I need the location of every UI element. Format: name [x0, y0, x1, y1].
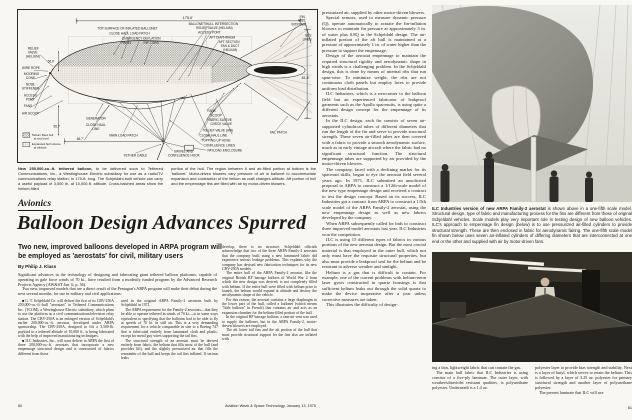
paragraph: develop, there is no structure. Schjeldahl officials acknowledge that two of the three ARPA Family-2 aerostats that the company built using a new laminated fabric did experience serious leakage problems. This explains why the company has devised new fabrication techniques for its new CBV-250A models.	[222, 245, 317, 271]
leader-line	[170, 121, 203, 146]
paragraph: ILC Industries, which is a newcomer to the balloon field but an experienced fabricator of leakproof garments such as the Apollo spacesuits, is using quite a different design concept for the empennage of its aerostats.	[322, 91, 426, 118]
diagram-label: FAN & DUCT	[220, 44, 240, 49]
paragraph: ■ G. T. Schjeldahl Co. will deliver the first of its CBV-250A 250,000-cu.-ft.-hull "aerostats" to Tethered Communications Inc. (TCOM), a Westinghouse Electric subsidiary, which plans to use the platform as a civil communications/television relay station. The CBV-250A is an enlarged version of Schjeldahl's earlier 200,000-cu.-ft. aerostat, developed under ARPA sponsorship. The CBV-250A, designed to lift a 3,500-lb. payload to a tethered altitude of 10,000 ft., is being fabricated with the help of improved manufacturing techniques.	[18, 299, 114, 339]
diagram-label: GENERATOR	[86, 116, 106, 121]
leader-line	[166, 144, 173, 151]
leader-line	[135, 144, 161, 153]
diagram-label: SCOOP	[210, 113, 222, 118]
paragraph: The entire hull of the ARPA Family-2 aerostat, like the original British RF barrage balloon of World War 2 from which the new design was derived, is not completely filled with helium. If the entire hull were filled with helium prior to launch, the helium would expand at altitude and destroy the aerodynamic shape of the vehicle.	[222, 271, 317, 298]
paragraph: ing a thin, lightweight fabric that can contain the gas.	[432, 366, 522, 370]
body-column-5	[432, 366, 528, 408]
paragraph: polyester layer to provide bias strength and stability. Next is a layer of butyl, which serves to retain the helium. This is followed by a layer of 3.25 oz. polyester for primary structural strength and another layer of polyurethane polyester.	[535, 366, 632, 390]
paragraph: Significant advances in the technology of designing and fabricating giant tethered balloon platforms, capable of operating in gale force winds of 70 kt., have resulted from a modestly funded program by the Advanced Research Projects Agency (AW&ST Jan. 6, p. 56).	[18, 273, 217, 287]
photo-caption: ILC Industries version of new ARPA Family-2 aerostat is shown above in a one-fifth scale model. Structural design, type of fabric and manufacturing process for the fins are different from those of original Schjeldahl vehicles. Scale models play very important role in testing design of new balloon vehicles. ILC's approach to empennage fin design (below) is to use pressurized air-filled cylinders to provide structural strength. These are then enclosed in fabric for aerodynamic fairing. The one-fifth scale model fin shown below uses seven air-inflated cylinders of differing diameters that are interconnected at one end or the other and supplied with air by motor-driven fans.	[432, 205, 632, 244]
paragraph: Two new, improved models that are a direct result of the Pentagon's ARPA program will make their debut during the next several months, for use in military and civil applications:	[18, 286, 217, 297]
paragraph: The aft lower tail fins and the aft portion of the hull that must provide structural support for the fins also are inflated with	[222, 328, 317, 342]
balloon-diagram-figure	[17, 9, 318, 163]
diagram-label: (HELIUM)	[25, 54, 40, 59]
paragraph: The present laminate that ILC will use	[539, 389, 604, 395]
paragraph: The ARPA requirement for the Family-2 aerostats—that they be able to operate tethered in winds of 70 kt.—is in some ways equivalent to specifying that the balloons had to be able to fly at speeds of 70 kt. in still air. This is a very demanding requirement for a vehicle comparable in size to a Boeing 747 that is fabricated entirely from laminated cloth and plastic, except for metal guy wires supporting the tail fins.	[121, 307, 218, 339]
diagram-label: RIP CORD	[143, 41, 159, 46]
paragraph: Helium is a gas that is difficult to contain. For example, one of the current problems with helium-neon laser gyros constructed in quartz housings is that sufficient helium leaks out through the solid quartz to make the device inoperative after a year unless corrective measures are taken.	[322, 269, 426, 302]
diagram-label: MAIN LOAD PATCH	[109, 133, 138, 138]
aft-duct	[254, 66, 297, 74]
diagram-label: MOORING	[23, 72, 40, 77]
leader-line	[124, 106, 138, 133]
diagram-label: Expanded hull volume	[31, 142, 61, 147]
diagram-label: CLOSE HAUL	[85, 122, 106, 127]
diagram-label: RELIEF VALVE (AIR)	[203, 128, 234, 133]
diagram-label: TETHER CABLE	[123, 153, 148, 158]
leader-line	[194, 148, 207, 150]
diagram-label: BALLONET/HULL INTERSECTION	[188, 21, 239, 26]
photo-aerostat-scale-model	[432, 5, 632, 202]
diagram-label: SWIVEL AND	[173, 149, 193, 154]
paragraph: For this reason, the aerostat contains a large diaphragm in the lower part of the hull, called a ballonet (which means "little balloon" in French) that contains air and acts as an expansion chamber for the helium-filled portion of the hull.	[222, 297, 317, 315]
paragraph: ILC is using 15 different types of fabrics in various portions of the new aerostat design. But the most crucial material is that employed in the outer hull, which not only must have the requisite structural properties, but also must provide a leakproof seal for the helium and be resistant to adverse weather and sunlight.	[322, 237, 426, 270]
paragraph: The structural strength of an aerostat must be derived entirely from fabric, the helium that fills most of the hull (and provides lift), and the slightly pressurized air that fills the remainder of the hull and keeps the tail fins inflated. If serious leaks	[121, 338, 218, 361]
diagram-label: ACCESS PORT	[198, 30, 221, 35]
diagram-label: PANEL	[121, 41, 132, 46]
diagram-label: FANS	[23, 104, 33, 109]
page-number-right: 61	[627, 406, 632, 410]
diagram-label: AFT DIAPHRAGM	[209, 35, 236, 40]
legend-expanded-swatch	[23, 142, 30, 146]
paragraph: In the original RF barrage balloon, a ram-air vent was used to supply the ballonet, but in the ARPA Family-2, motor-driven blowers are employed.	[222, 315, 317, 329]
diagram-label: CHECK VALVE	[210, 121, 232, 126]
diagram-label: FIN	[299, 14, 305, 19]
diagram-label: TOPPING UP HOSE	[201, 138, 231, 143]
figure-caption-lead: New 250,000-cu.-ft. tethered balloon,	[18, 166, 93, 171]
diagram-label: CLOSE HAUL LOAD PATCH	[109, 31, 150, 36]
paragraph: pressurized air, supplied by other motor-driven blowers.	[322, 10, 426, 15]
diagram-label: CONE	[25, 76, 35, 81]
paragraph: ■ ILC Industries, Inc., will soon deliver to ARPA the first of three 200,000-cu.-ft. aerostats that incorporate a new empennage structural design and is constructed of fabrics different from those	[18, 338, 114, 356]
diagram-label: CONFLUENCE LINES	[203, 143, 236, 148]
expanded-volume-hatch	[51, 66, 214, 84]
body-column-1	[18, 299, 114, 403]
diagram-label: STIFFENER	[21, 86, 40, 91]
paragraph: This illustrates the difficulty of design-	[326, 301, 398, 307]
diagram-label: 175.0'	[182, 15, 193, 20]
leader-line	[34, 70, 48, 71]
figure-caption-col2: portion of the hull. The region between it and air-filled portion at bottom is the 'ballonet.' Motor-driven blowers vary pressure of air in ballonet to accommodate expansion and contraction of the helium as craft changes altitude. Aft portion of hull and the empennage fins are filled with air by motor-driven blowers.	[171, 166, 316, 187]
byline: By Philip J. Klass	[18, 264, 57, 269]
diagram-label: PORT	[25, 97, 35, 102]
diagram-label: 56.0'	[47, 59, 55, 64]
paragraph: Special sensors, used to measure dynamic pressure (Q), operate automatically to actuate the fin-inflation blowers to maintain fin pressure at approximately 3 in. of water plus 0.8Q in the Schjeldahl design. The air-inflated portion of the aft hull is maintained at a pressure of approximately 1 in. of water higher than the pressure to support the empennage.	[322, 15, 426, 53]
diagram-label: EMERGENCY DEFLATION	[122, 36, 161, 41]
diagram-label: TAIL PATCH	[269, 130, 287, 135]
diagram-label: CONFLUENCE HOOK	[167, 153, 200, 158]
diagram-label: FANS	[207, 109, 216, 114]
journal-footer-text: Aviation Week & Space Technology, January 13, 1975	[225, 404, 316, 408]
diagram-label: WIRE ROPE	[21, 66, 40, 71]
diagram-label: LINES	[302, 37, 312, 42]
legend-helium-swatch	[23, 133, 30, 137]
support-pole	[531, 137, 536, 202]
body-column-6	[535, 366, 632, 408]
diagram-label: INTERNAL	[291, 22, 308, 27]
diagram-label: LINE	[92, 126, 100, 131]
paragraph: used in the original ARPA Family-2 aerostats built by Schjeldahl in 1971.	[121, 299, 218, 308]
paragraph: When ARPA subsequently called for bids to construct three improved model aerostats last year, ILC Industries won the competition.	[322, 220, 426, 237]
body-column-3	[222, 245, 317, 403]
legend	[23, 133, 30, 147]
diagram-label: at sea level	[33, 136, 49, 141]
figure-caption-col1: New 250,000-cu.-ft. tethered balloon, to be delivered soon to Tethered Communications, Inc., a Westinghouse Electric subsidiary for use as a radio/TV communications relay station, is 175-ft. long. The Schjeldahl-built vehicle can carry a useful payload of 3,500 lb. at 10,000-ft. altitude. Cross-hatched areas show the helium-filled	[18, 166, 163, 192]
diagram-label: RELIEF VALVE (HELIUM)	[196, 26, 233, 31]
diagram-label: 56.7'	[53, 124, 61, 129]
diagram-label: 66.7'	[76, 136, 84, 141]
intro-paragraphs	[18, 273, 217, 299]
paragraph: The main hull fabric that ILC Industries is using consists of a five-ply laminate. The outer layer, with weather/ultraviolet resistant qualities, is polyurethane polyester. Underneath is a 1.4 oz.	[432, 369, 528, 390]
diagram-label: ACCESS	[23, 93, 37, 98]
balloon-diagram	[18, 10, 315, 160]
diagram-label: PAYLOAD ENCLOSURE	[207, 148, 243, 153]
photo-fin-model	[432, 252, 632, 362]
page-number-left: 60	[18, 404, 23, 408]
body-column-4	[322, 10, 426, 406]
diagram-label: 81.5'	[301, 76, 310, 81]
left-page-footer	[18, 404, 316, 408]
diagram-label: at altitude	[33, 145, 47, 150]
article-title: Balloon Design Advances Spurred	[17, 212, 307, 234]
diagram-label: (HELIUM)	[223, 47, 238, 52]
leader-line	[96, 104, 103, 116]
diagram-label: AIR SCOOP	[21, 111, 40, 116]
body-column-2	[121, 299, 218, 403]
section-label: Avionics	[18, 199, 52, 209]
diagram-label: AFT SECTION	[218, 40, 240, 45]
diagram-label: TOP SURFACE OF INFLATED BALLONET	[97, 26, 158, 31]
diagram-label: CLOSE HAUL LINE	[199, 133, 228, 138]
diagram-label: FABRIC SLEEVE	[207, 118, 232, 123]
diagram-label: GUY	[304, 33, 312, 38]
paragraph: In the ILC design, each fin consists of seven air-supported cylindrical tubes of different diameters that run the length of the fin and serve to provide structural strength. These seven air-filled tubes are then covered with a fabric to provide a smooth aerodynamic surface, much as in early vintage aircraft where the fabric had no significant structural function. The structural empennage tubes are supported by air provided by the motor-driven blowers.	[322, 118, 426, 167]
paragraph: Design of the aerostat empennage to maintain the required structural rigidity and aerodynamic shape in high winds is a challenging problem. In the Schjeldahl design, this is done by means of internal ribs that run span-wise. To minimize weight, the ribs are not continuous cloth panels but employ laces to provide uniform load distribution.	[322, 53, 426, 91]
diagram-label: VALVE	[27, 50, 38, 55]
diagram-label: Helium filled hull	[31, 132, 54, 137]
diagram-label: NOSE	[25, 82, 35, 87]
diagram-label: RELIEF	[27, 46, 39, 51]
photo-caption-lead: ILC Industries version of new ARPA Family-2 aerostat	[432, 205, 546, 211]
lab-equipment	[440, 302, 466, 318]
paragraph: The company, faced with a declining market for its spacesuit skills, began to eye the aerostat field several years ago. In 1971, ILC submitted an unsolicited proposal to ARPA to construct a 1/12th-scale model of the new type empennage design and received a contract to test the design concept. Based on its success, ILC Industries got a contract from ARPA to construct a 1/5th scale model of the ARPA Family-2 aerostat, using the new empennage design as well as new fabrics developed by the company.	[322, 166, 426, 221]
diagram-label: RIBS,	[298, 18, 307, 23]
article-subtitle: Two new, improved balloons developed in ARPA program will be employed as 'aerostats' for civil, military users	[18, 244, 222, 261]
figure-caption	[18, 166, 316, 199]
